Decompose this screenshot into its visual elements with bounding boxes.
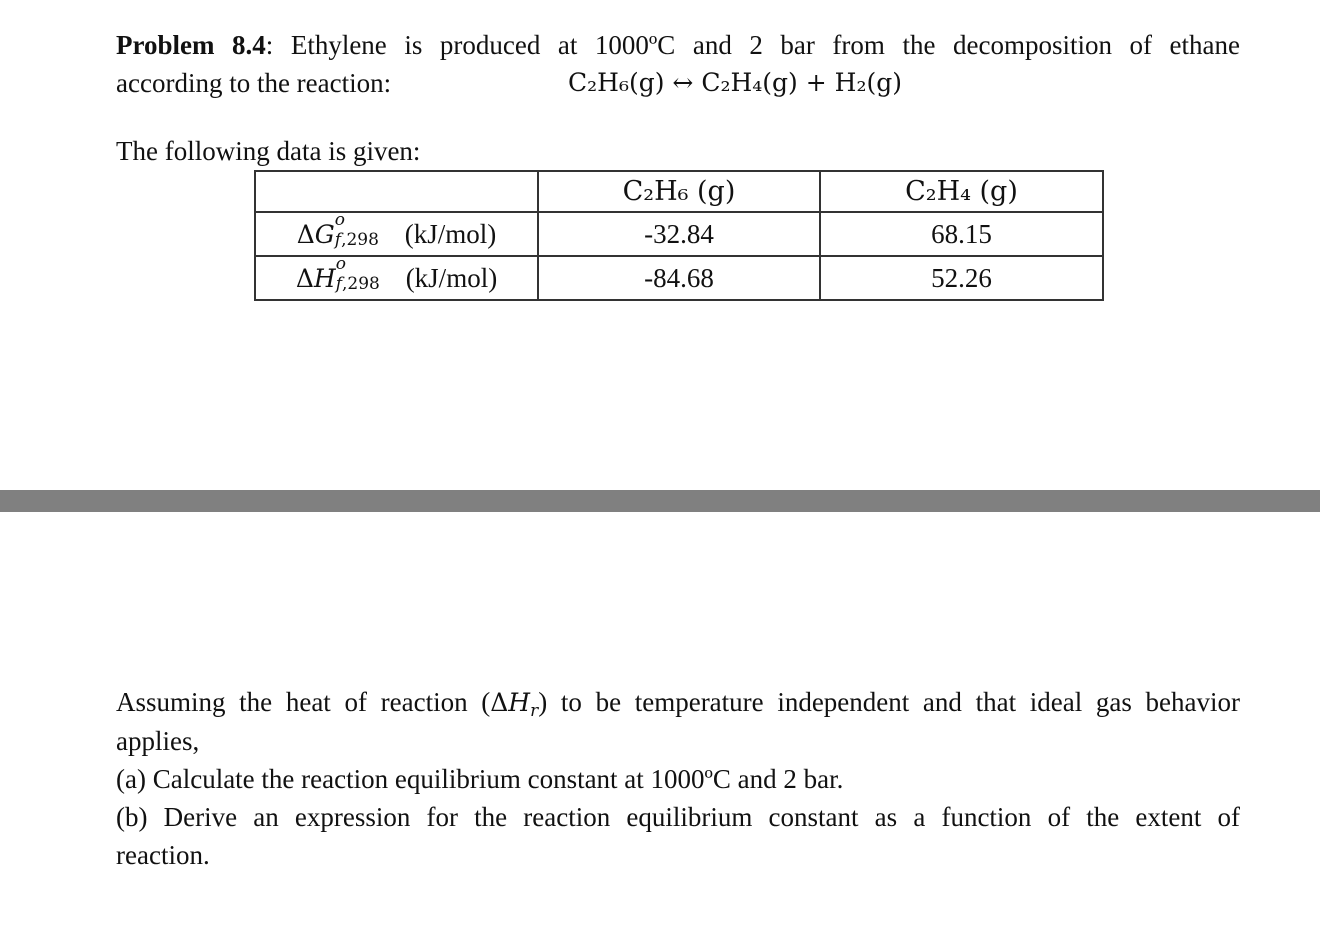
assumption-line2: applies, [116,726,200,756]
table-cell-gibbs-c2h6: -32.84 [538,212,820,256]
table-row-label-gibbs: ΔG o f,298 (kJ/mol) [255,212,538,256]
problem-intro-line1 [116,26,1240,64]
gibbs-unit: (kJ/mol) [404,218,497,249]
table-cell-enthalpy-c2h4: 52.26 [820,256,1103,300]
assumption-line1: Assuming the heat of reaction $(\Delta H_r)$ to be temperature independent and that ideal gas behavior [116,687,1240,721]
problem-statement [116,26,1240,102]
table-header-row [255,171,1103,212]
reaction-lead-text: according to the reaction: [116,68,392,98]
problem-intro-line2 [116,64,1240,102]
problem-label: Problem 8.4 [116,30,266,60]
part-b-line1: (b) Derive an expression for the reaction equilibrium constant as a function of the extent of [116,802,1240,832]
enthalpy-unit: (kJ/mol) [405,262,498,293]
assumption-post: ) to be temperature independent and that ideal gas behavior [538,687,1240,717]
part-a: (a) Calculate the reaction equilibrium constant at 1000ºC and 2 bar. [116,764,844,794]
table-row-gibbs [255,212,1103,256]
thermo-data-table [254,170,1104,301]
part-b-line2: reaction. [116,840,210,870]
reaction-equation: C₂H₆(g) ↔ C₂H₄(g) + H₂(g) [568,68,902,97]
table-cell-enthalpy-c2h6: -84.68 [538,256,820,300]
problem-intro-text: : Ethylene is produced at 1000ºC and 2 bar from the decomposition of ethane [265,30,1240,60]
table-cell-gibbs-c2h4: 68.15 [820,212,1103,256]
table-header-c2h6: C₂H₆ (g) [538,171,820,212]
table-row-label-enthalpy: ΔH o f,298 (kJ/mol) [255,256,538,300]
table-row-enthalpy [255,256,1103,300]
given-data-text: The following data is given: [116,136,421,166]
table-header-empty [255,171,538,212]
question-block [116,683,1240,874]
table-header-c2h4: C₂H₄ (g) [820,171,1103,212]
assumption-pre: Assuming the heat of reaction ( [116,687,491,717]
page-divider [0,490,1320,512]
